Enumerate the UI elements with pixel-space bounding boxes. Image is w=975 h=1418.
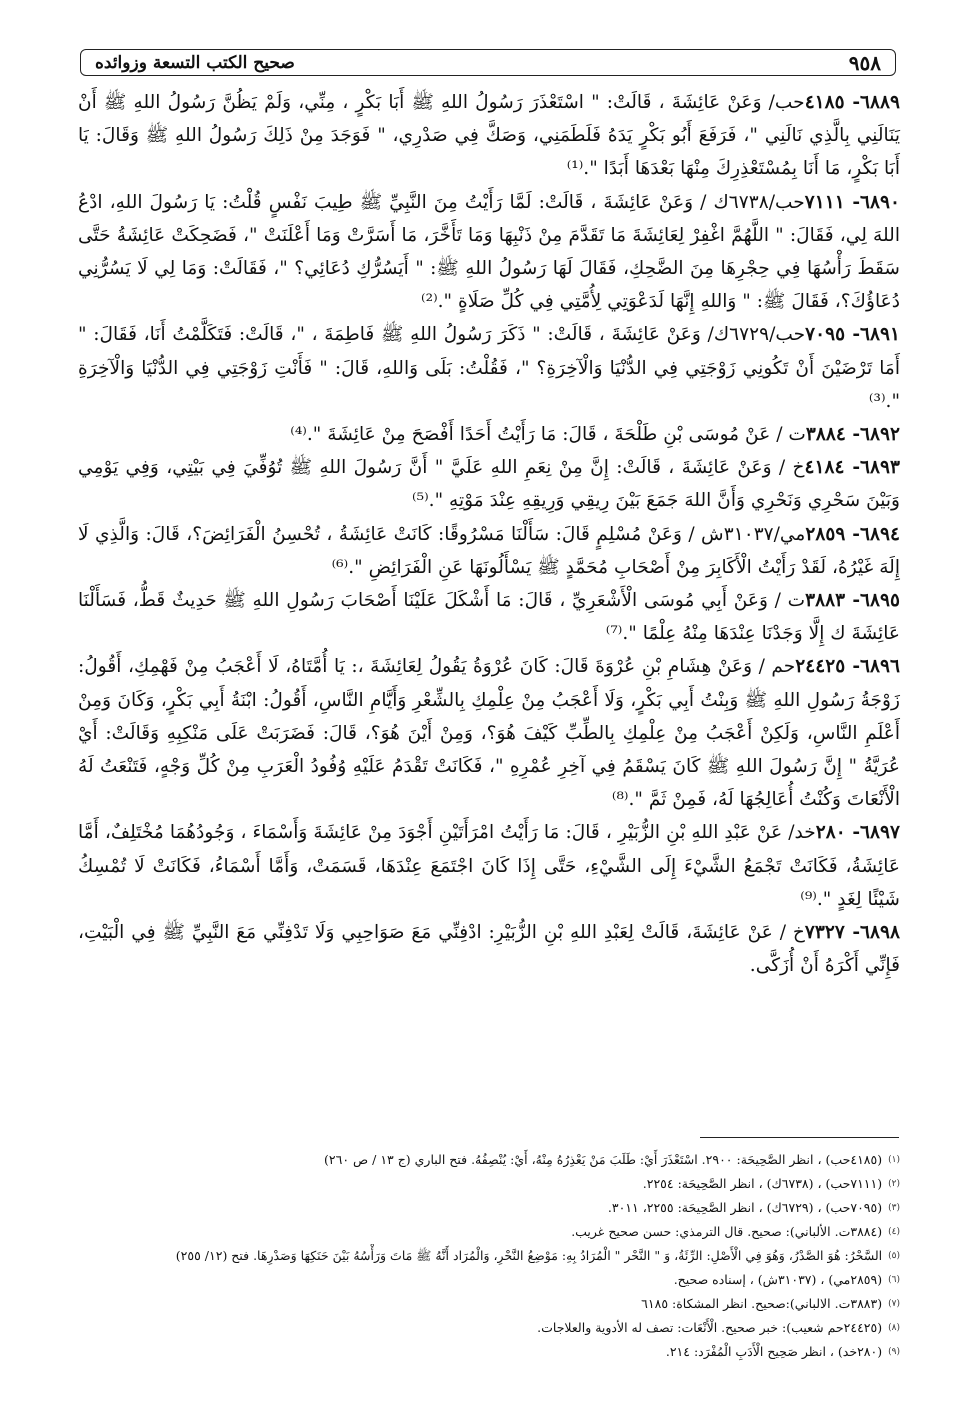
hadith-text: حب/٦٧٣٨ك / وَعَنْ عَائِشَةَ ، قَالَتْ: لَمَّا رَأَيْتُ مِنَ النَّبِيِّ ﷺ طِيبَ نَفْسٍ قُلْتُ: يَا رَسُولَ اللهِ، ادْعُ اللهَ لِي، فَقَالَ: " اللَّهُمَّ اغْفِرْ لِعَائِشَةَ مَا تَقَدَّمَ مِنْ ذَنْبِهَا وَمَا تَأَخَّرَ، مَا أَسَرَّتْ وَمَا أَعْلَنَتْ "، فَضَحِكَتْ عَائِشَةُ حَتَّى سَقَطَ رَأْسُهَا فِي حِجْرِهَا مِنَ الضَّحِكِ، فَقَالَ لَهَا رَسُولُ اللهِ ﷺ: " أَيَسُرُّكِ دُعَائِي؟ "، فَقَالَتْ: وَمَا لِي لَا يَسُرُّنِي دُعَاؤُكَ؟، فَقَالَ ﷺ: " وَاللهِ إِنَّهَا لَدَعْوَتِي لِأُمَّتِي فِي كُلِّ صَلَاةٍ ".⁽²⁾ xyxy=(78,191,900,313)
footnote xyxy=(78,1244,900,1268)
footnotes xyxy=(78,1148,900,1364)
footnote xyxy=(78,1316,900,1340)
hadith-number: ٦٨٩٦- ٢٤٤٢٥ xyxy=(795,656,900,678)
hadith-number: ٦٨٩٧- ٢٨٠ xyxy=(815,822,900,844)
page-number: ٩٥٨ xyxy=(848,50,881,75)
hadith-entry xyxy=(78,451,900,517)
footnote xyxy=(78,1340,900,1364)
hadith-body xyxy=(78,86,900,982)
hadith-number: ٦٨٩٥- ٣٨٨٣ xyxy=(805,590,900,612)
hadith-number: ٦٨٩١- ٧٠٩٥ xyxy=(805,324,900,346)
footnote-text: (٧١١١حب) ، (٦٧٣٨ك) ، انظر الصَّحِيحَة: ٢٢٥٤. xyxy=(642,1176,883,1191)
hadith-entry xyxy=(78,186,900,319)
footnote xyxy=(78,1172,900,1196)
footnote-text: (٧٠٩٥حب) ، (٦٧٢٩ك) ، انظر الصَّحِيحَة: ٢٢٥٥، ٣٠١١. xyxy=(607,1200,883,1215)
hadith-number: ٦٨٩٤- ٢٨٥٩ xyxy=(805,523,900,545)
hadith-entry xyxy=(78,916,900,982)
hadith-number: ٦٨٩٠- ٧١١١ xyxy=(804,191,900,213)
footnote-text: (٢٨٠خد) ، انظر صَحِيح الْأَدَبِ الْمُفْرَد: ٢١٤. xyxy=(665,1344,883,1359)
hadith-text: حب/٦٧٢٩ك/ وَعَنْ عَائِشَةَ ، قَالَتْ: " ذَكَرَ رَسُولُ اللهِ ﷺ فَاطِمَةَ ، "، قَالَتْ: فَتَكَلَّمْتُ أَنَا، فَقَالَ: " أَمَا تَرْضَيْنَ أَنْ تَكُونِي زَوْجَتِي فِي الدُّنْيَا وَالْآخِرَةِ؟ "، فَقُلْتُ: بَلَى وَاللهِ، قَالَ: " فَأَنْتِ زَوْجَتِي فِي الدُّنْيَا وَالْآخِرَةِ ".⁽³⁾ xyxy=(78,324,900,412)
hadith-text: خ / وَعَنْ عَائِشَةَ ، قَالَتْ: إِنَّ مِنْ نِعَمِ اللهِ عَلَيَّ " أَنَّ رَسُولَ اللهِ ﷺ تُوُفِّيَ فِي بَيْتِي، وَفِي يَوْمِي وَبَيْنَ سَحْرِي وَنَحْرِي وَأَنَّ اللهَ جَمَعَ بَيْنَ رِيقِي وَرِيقِهِ عِنْدَ مَوْتِهِ ".⁽⁵⁾ xyxy=(78,457,900,512)
hadith-text: ت / وَعَنْ أَبِي مُوسَى الْأَشْعَرِيِّ ، قَالَ: مَا أَشْكَلَ عَلَيْنَا أَصْحَابَ رَسُولِ اللهِ ﷺ حَدِيثٌ قَطُّ، فَسَأَلْنَا عَائِشَةَ ك إِلَّا وَجَدْنَا عِنْدَهَا مِنْهُ عِلْمًا ".⁽⁷⁾ xyxy=(78,590,900,645)
footnote-number: (٢) xyxy=(888,1179,900,1189)
hadith-number: ٦٨٩٢- ٣٨٨٤ xyxy=(805,424,900,446)
hadith-entry xyxy=(78,418,900,451)
hadith-number: ٦٨٨٩- ٤١٨٥ xyxy=(804,92,900,113)
footnote xyxy=(78,1268,900,1292)
footnote-number: (١) xyxy=(888,1155,900,1165)
footnote-number: (٤) xyxy=(888,1227,900,1237)
hadith-text: خ / عَنْ عَائِشَةَ، قَالَتْ لِعَبْدِ اللهِ بْنِ الزُّبَيْرِ: ادْفِنِّي مَعَ صَوَاحِبِي وَلَا تَدْفِنِّي مَعَ النَّبِيِّ ﷺ فِي الْبَيْتِ، فَإِنِّي أَكْرَهُ أَنْ أُزَكَّى. xyxy=(78,922,900,977)
footnote-number: (٥) xyxy=(888,1251,900,1261)
hadith-text: ت / عَنْ مُوسَى بْنِ طَلْحَةَ ، قَالَ: مَا رَأَيْتُ أَحَدًا أَفْصَحَ مِنْ عَائِشَةَ ".⁽⁴⁾ xyxy=(290,424,806,446)
hadith-entry xyxy=(78,650,900,816)
hadith-number: ٦٨٩٣- ٤١٨٤ xyxy=(804,457,900,479)
footnote-text: (٢٨٥٩مي) ، (٣١٠٣٧ش) ، إسناده صحيح. xyxy=(673,1272,883,1287)
footnote-number: (٨) xyxy=(888,1323,900,1333)
footnote-divider xyxy=(700,1137,899,1138)
hadith-text: خد/ عَنْ عَبْدِ اللهِ بْنِ الزُّبَيْرِ ، قَالَ: مَا رَأَيْتُ امْرَأَتَيْنِ أَجْوَدَ مِنْ عَائِشَةَ وَأَسْمَاءَ ، وَجُودُهُمَا مُخْتَلِفٌ، أَمَّا عَائِشَةُ، فَكَانَتْ تَجْمَعُ الشَّيْءَ إِلَى الشَّيْءِ، حَتَّى إِذَا كَانَ اجْتَمَعَ عِنْدَهَا، قَسَمَتْ، وَأَمَّا أَسْمَاءُ، فَكَانَتْ لَا تُمْسِكُ شَيْئًا لِغَدٍ ".⁽⁹⁾ xyxy=(78,822,900,910)
hadith-text: مي/٣١٠٣٧ش / وَعَنْ مُسْلِمٍ قَالَ: سَأَلْنَا مَسْرُوقًا: كَانَتْ عَائِشَةُ ، تُحْسِنُ الْفَرَائِضَ؟، قَالَ: وَالَّذِي لَا إِلَهَ غَيْرُهُ، لَقَدْ رَأَيْتُ الْأَكَابِرَ مِنْ أَصْحَابِ مُحَمَّدٍ ﷺ يَسْأَلُونَهَا عَنِ الْفَرَائِضِ ".⁽⁶⁾ xyxy=(78,523,900,578)
footnote-text: (٤١٨٥حب) ، انظر الصَّحِيحَة: ٢٩٠٠. اسْتَعْذَرَ أَيْ: طَلَبَ مَنْ يَعْذِرُهُ مِنْهُ، أَيْ: يُنْصِفُهُ. فتح الباري (ج ١٣ / ص ٢٦٠) xyxy=(324,1152,883,1167)
footnote-text: (٣٨٨٤ت. الألباني): صحيح. قال الترمذي: حسن صحيح غريب. xyxy=(571,1224,883,1239)
footnote-number: (٧) xyxy=(888,1299,900,1309)
footnote xyxy=(78,1196,900,1220)
footnote xyxy=(78,1148,900,1172)
hadith-entry xyxy=(78,584,900,650)
footnote-text: (٣٨٨٣ت. الالباني):صحيح. انظر المشكاة: ٦١٨٥ xyxy=(641,1296,883,1311)
page-header xyxy=(80,49,896,76)
hadith-entry xyxy=(78,318,900,418)
footnote xyxy=(78,1220,900,1244)
footnote-number: (٦) xyxy=(888,1275,900,1285)
footnote-number: (٣) xyxy=(888,1203,900,1213)
hadith-text: حب/ وَعَنْ عَائِشَةَ ، قَالَتْ: " اسْتَعْذَرَ رَسُولُ اللهِ ﷺ أَبَا بَكْرٍ ، مِنِّي، وَلَمْ يَظُنَّ رَسُولُ اللهِ ﷺ أَنْ يَنَالَنِي بِالَّذِي نَالَنِي "، فَرَفَعَ أَبُو بَكْرٍ يَدَهُ فَلَطَمَنِي، وَصَكَّ فِي صَدْرِي، " فَوَجَدَ مِنْ ذَلِكَ رَسُولُ اللهِ ﷺ وَقَالَ: يَا أَبَا بَكْرٍ، مَا أَنَا بِمُسْتَعْذِرِكَ مِنْهَا بَعْدَهَا أَبَدًا ".⁽¹⁾ xyxy=(78,92,900,180)
book-title: صحيح الكتب التسعة وزوائده xyxy=(95,52,295,73)
hadith-entry xyxy=(78,86,900,186)
hadith-entry xyxy=(78,518,900,584)
footnote xyxy=(78,1292,900,1316)
footnote-number: (٩) xyxy=(888,1347,900,1357)
hadith-text: حم / وَعَنْ هِشَامِ بْنِ عُرْوَةَ قَالَ: كَانَ عُرْوَةُ يَقُولُ لِعَائِشَةَ ،: يَا أُمَّتَاهُ، لَا أَعْجَبُ مِنْ فَهْمِكِ، أَقُولُ: زَوْجَةُ رَسُولِ اللهِ ﷺ وَبِنْتُ أَبِي بَكْرٍ، وَلَا أَعْجَبُ مِنْ عِلْمِكِ بِالشِّعْرِ وَأَيَّامِ النَّاسِ، أَقُولُ: ابْنَةُ أَبِي بَكْرٍ، وَكَانَ وَمِنْ أَعْلَمِ النَّاسِ، وَلَكِنْ أَعْجَبُ مِنْ عِلْمِكِ بِالطِّبِّ كَيْفَ هُوَ؟، وَمِنْ أَيْنَ هُوَ؟، قَالَ: فَضَرَبَتْ عَلَى مَنْكِبِهِ وَقَالَتْ: أَيْ عُرَيَّةُ " إِنَّ رَسُولَ اللهِ ﷺ كَانَ يَسْقَمُ فِي آخِرِ عُمْرِهِ "، فَكَانَتْ تَقْدَمُ عَلَيْهِ وُفُودُ الْعَرَبِ مِنْ كُلِّ وَجْهٍ، فَتَنْعَتُ لَهُ الْأَنْعَاتَ وَكُنْتُ أُعَالِجُهَا لَهُ، فَمِنْ ثَمَّ ".⁽⁸⁾ xyxy=(78,656,900,811)
hadith-number: ٦٨٩٨- ٧٣٢٧ xyxy=(804,922,900,944)
hadith-entry xyxy=(78,816,900,916)
footnote-text: السَّحْرُ: هُوَ الصَّدْرُ، وَهُوَ فِي الْأَصْلِ: الرِّئَةُ، وَ " النَّحْر " الْمُرَادُ بِهِ: مَوْضِعُ النَّحْرِ، وَالْمُرَاد أَنَّهُ ﷺ مَاتَ وَرَأْسُهُ بَيْنَ حَنَكِهَا وَصَدْرِهَا. فتح (١٢/ ٢٥٥) xyxy=(175,1248,883,1263)
footnote-text: (٢٤٤٢٥حم شعيب): خبر صحيح. الْأَنْعَات: تصف له الأدوية والعلاجات. xyxy=(537,1320,883,1335)
